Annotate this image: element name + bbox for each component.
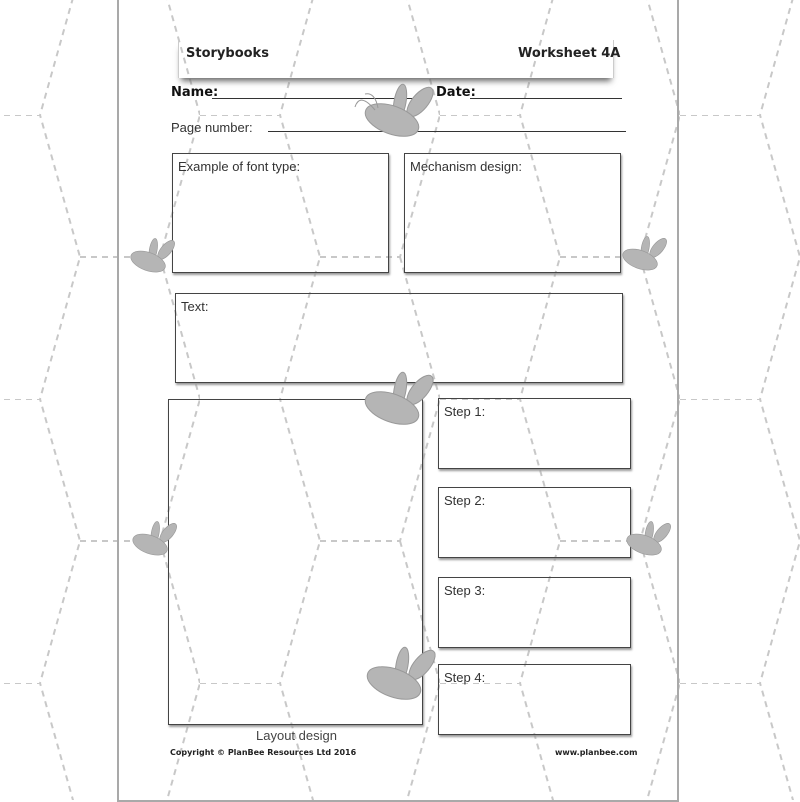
date-label: Date: [436,85,476,100]
bee-icon [612,235,672,277]
step-1-label: Step 1: [444,404,486,419]
mechanism-design-label: Mechanism design: [410,159,522,174]
font-example-label: Example of font type: [178,159,301,174]
copyright-text: Copyright © PlanBee Resources Ltd 2016 [170,748,357,757]
step-3-label: Step 3: [444,583,486,598]
step-4-box[interactable] [438,664,631,735]
text-label: Text: [181,299,209,314]
bee-icon [122,520,182,562]
worksheet-title: Storybooks [186,46,269,61]
font-example-box[interactable] [172,153,389,273]
layout-design-label: Layout design [256,728,337,743]
step-3-box[interactable] [438,577,631,648]
name-label: Name: [171,85,219,100]
bee-icon [120,237,180,279]
worksheet-number: Worksheet 4A [518,46,621,61]
bee-icon [616,520,676,562]
page-number-label: Page number: [171,120,253,135]
bee-icon [352,645,442,710]
step-1-box[interactable] [438,398,631,469]
website-text: www.planbee.com [555,748,638,757]
step-2-label: Step 2: [444,493,486,508]
mechanism-design-box[interactable] [404,153,621,273]
bee-icon [350,370,440,435]
step-4-label: Step 4: [444,670,486,685]
bee-icon [350,82,440,147]
date-line[interactable] [470,98,622,99]
step-2-box[interactable] [438,487,631,558]
page-number-line[interactable] [268,131,626,132]
